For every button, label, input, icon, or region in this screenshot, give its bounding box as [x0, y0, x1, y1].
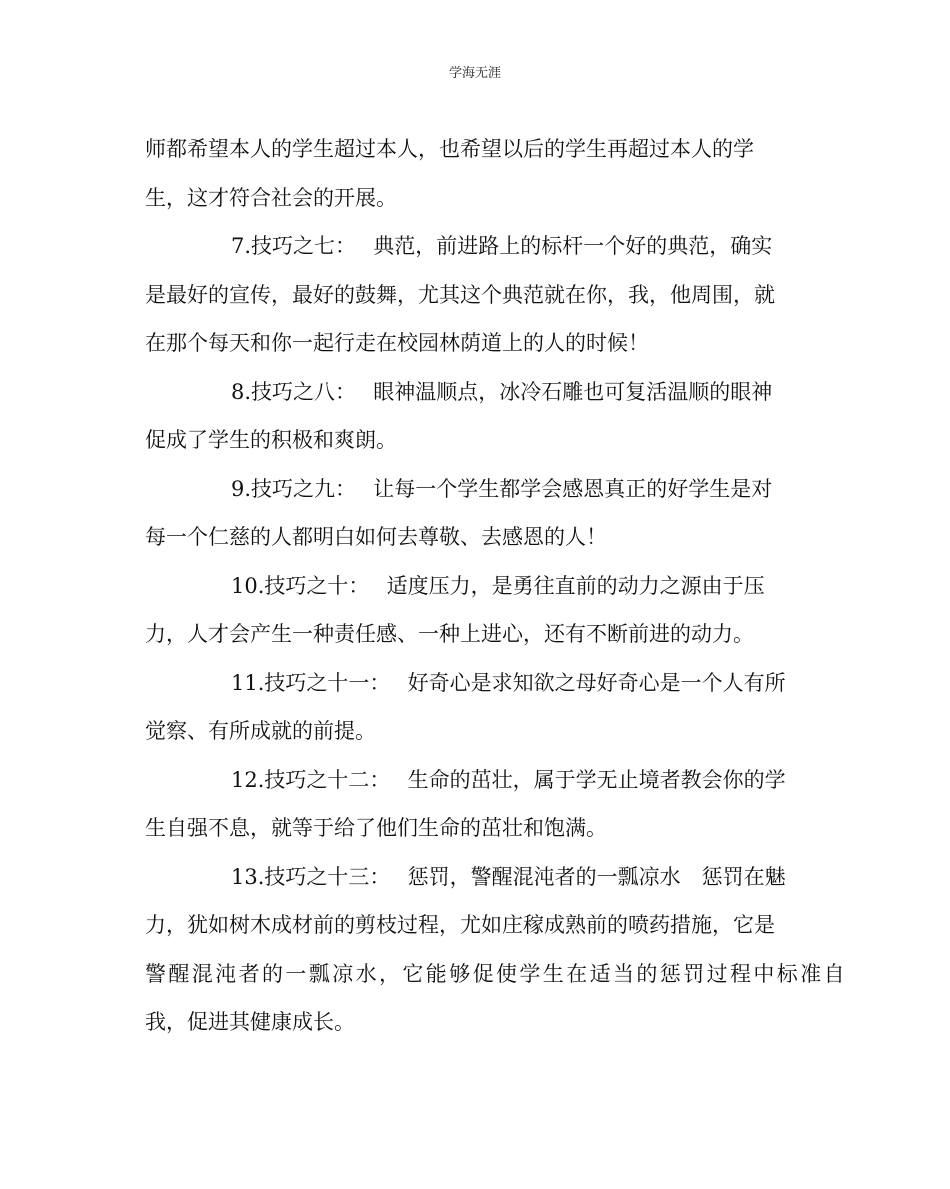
text-line: 师都希望本人的学生超过本人，也希望以后的学生再超过本人的学	[145, 137, 754, 161]
tip-8-heading-line: 8.技巧之八： 眼神温顺点，冰冷石雕也可复活温顺的眼神	[231, 379, 773, 404]
tip-9-heading-line: 9.技巧之九： 让每一个学生都学会感恩真正的好学生是对	[231, 476, 773, 501]
text-line: 力，犹如树木成材前的剪枝过程，尤如庄稼成熟前的喷药措施，它是	[145, 913, 775, 937]
tip-7-heading-line: 7.技巧之七： 典范，前进路上的标杆一个好的典范，确实	[231, 234, 773, 258]
text-line: 觉察、有所成就的前提。	[145, 719, 376, 743]
text-line: 生，这才符合社会的开展。	[145, 185, 397, 210]
tip-13-heading-line: 13.技巧之十三： 惩罚，警醒混沌者的一瓢凉水 惩罚在魅	[231, 864, 786, 889]
tip-11-heading-line: 11.技巧之十一： 好奇心是求知欲之母好奇心是一个人有所	[231, 670, 786, 695]
text-line: 警醒混沌者的一瓢凉水，它能够促使学生在适当的惩罚过程中标准自	[145, 961, 847, 986]
text-line: 在那个每天和你一起行走在校园林荫道上的人的时候！	[145, 331, 649, 355]
tip-10-heading-line: 10.技巧之十： 适度压力，是勇往直前的动力之源由于压	[231, 573, 765, 598]
page-header: 学海无涯	[448, 66, 501, 81]
text-line: 我，促进其健康成长。	[145, 1010, 355, 1034]
text-line: 生自强不息，就等于给了他们生命的茁壮和饱满。	[145, 816, 607, 840]
document-body	[145, 125, 847, 1047]
text-line: 每一个仁慈的人都明白如何去尊敬、去感恩的人！	[145, 525, 607, 549]
tip-12-heading-line: 12.技巧之十二： 生命的茁壮，属于学无止境者教会你的学	[231, 767, 786, 792]
text-line: 力，人才会产生一种责任感、一种上进心，还有不断前进的动力。	[145, 622, 754, 646]
text-line: 促成了学生的积极和爽朗。	[145, 428, 397, 452]
text-line: 是最好的宣传，最好的鼓舞，尤其这个典范就在你，我，他周围，就	[145, 282, 775, 307]
